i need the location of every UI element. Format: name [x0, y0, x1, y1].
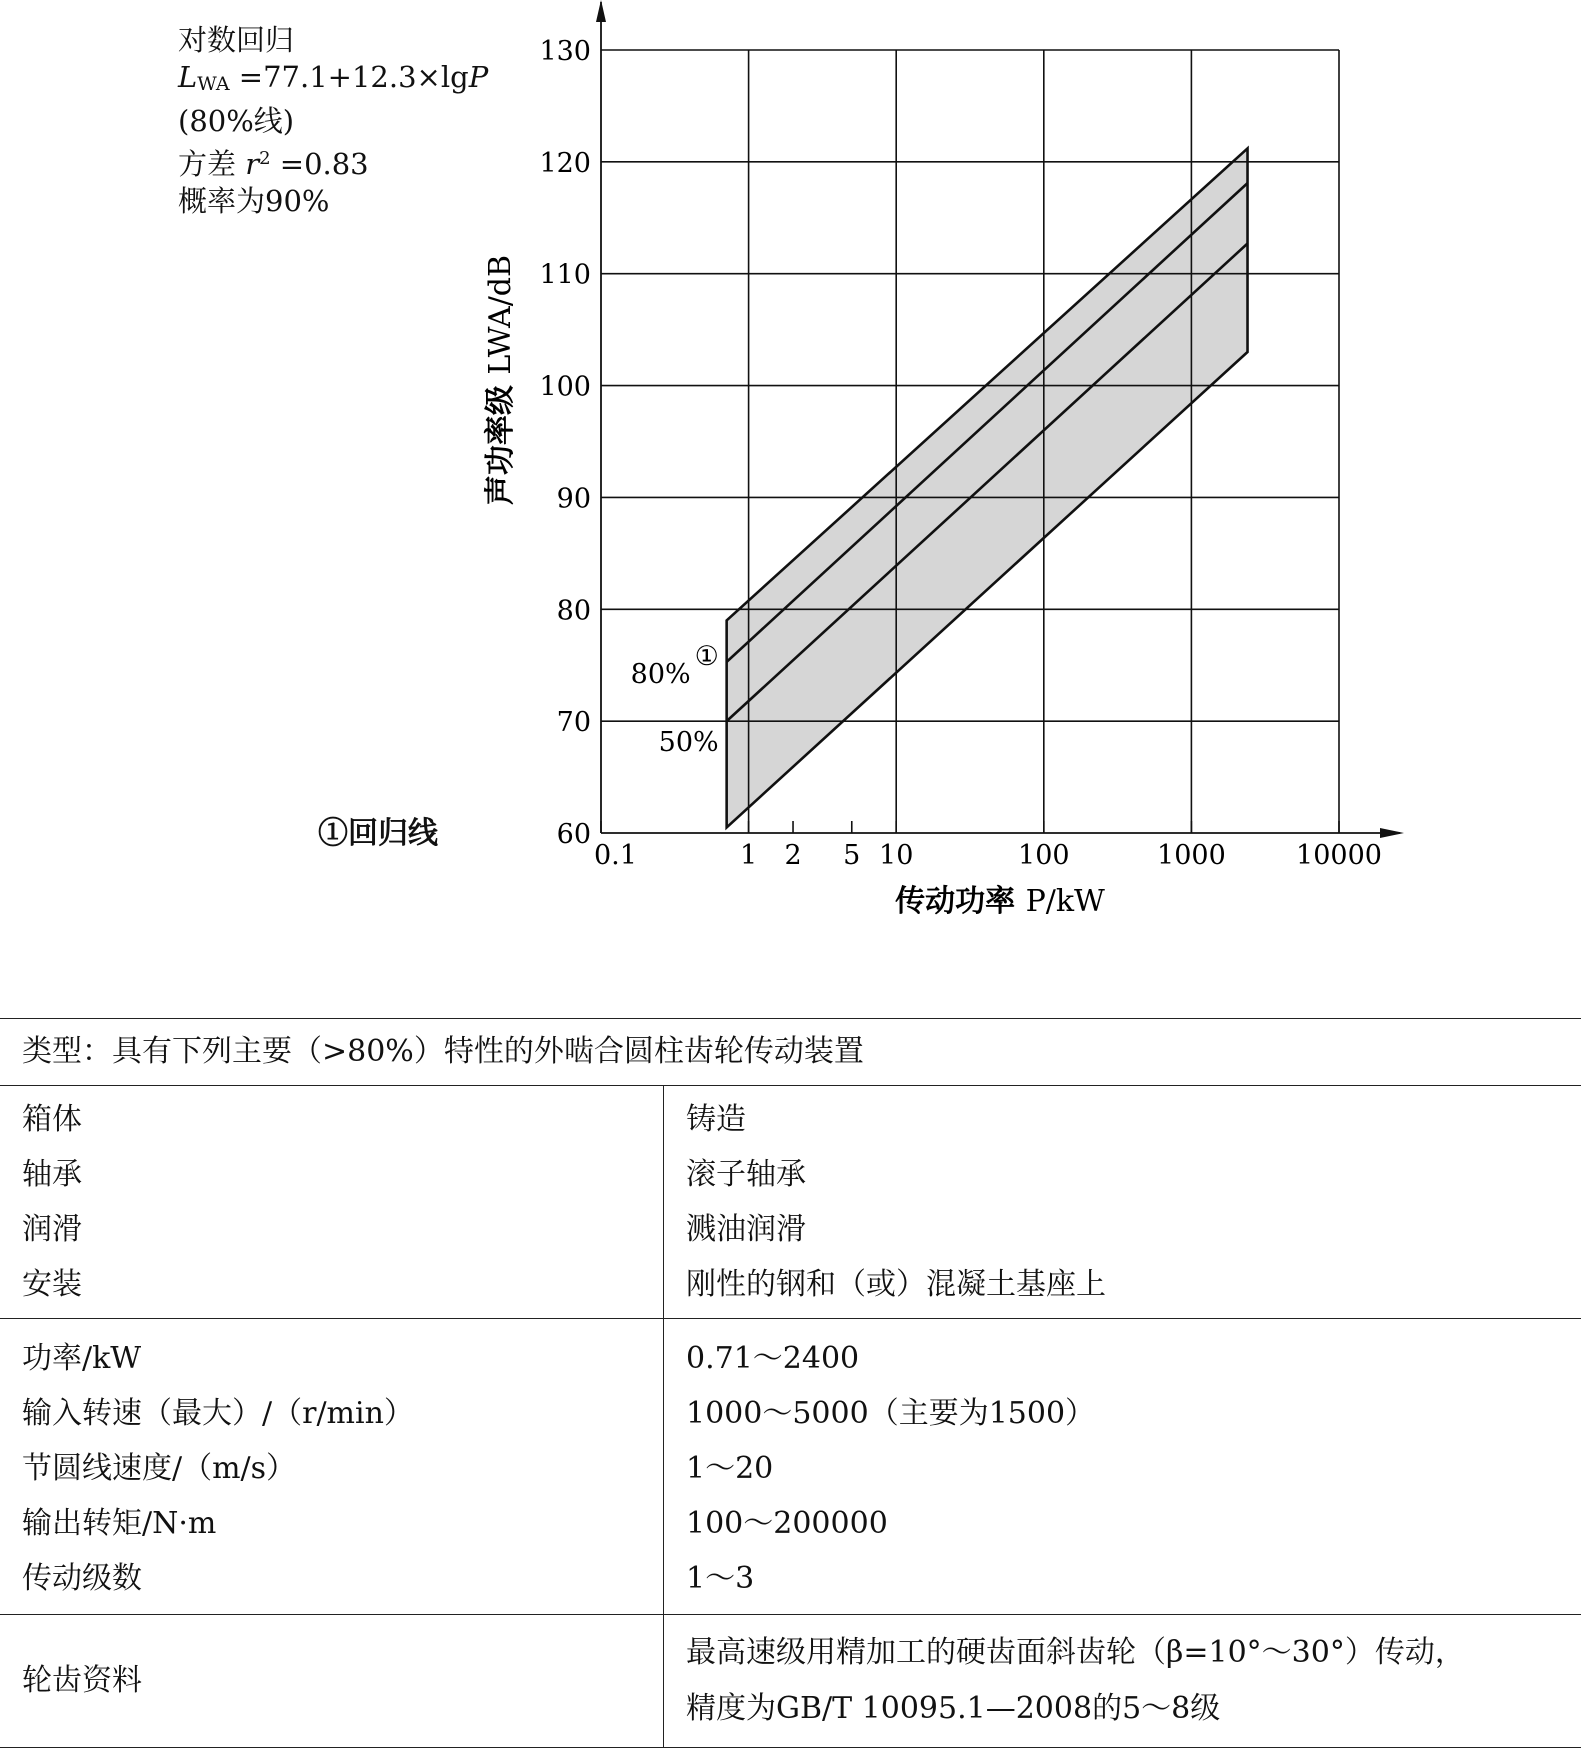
- regression-title: 对数回归: [178, 23, 295, 57]
- value-input-speed: 1000～5000（主要为1500）: [686, 1396, 1096, 1431]
- value-stages: 1～3: [686, 1561, 755, 1596]
- series-line-50: [727, 244, 1248, 722]
- gear-data-line-1: 最高速级用精加工的硬齿面斜齿轮（β=10°～30°）传动，: [686, 1635, 1465, 1670]
- operating-values: [664, 1319, 1581, 1615]
- label-housing: 箱体: [22, 1102, 82, 1137]
- value-gear-data: [686, 1615, 1581, 1745]
- x-tick-label: 1000: [1157, 840, 1226, 871]
- x-axis-arrow: [1380, 828, 1404, 838]
- eq-body: =77.1+12.3×lg: [229, 60, 469, 94]
- label-lubrication: 润滑: [22, 1212, 82, 1247]
- table-section-gear: [0, 1615, 1581, 1748]
- series-label-50: 50%: [658, 727, 719, 759]
- table-header-text: 类型：具有下列主要（>80%）特性的外啮合圆柱齿轮传动装置: [22, 1034, 864, 1069]
- gear-value-cell: [664, 1615, 1581, 1748]
- variance-symbol: r: [245, 147, 260, 181]
- x-axis-title-unit: P/kW: [1025, 884, 1105, 919]
- y-tick-label: 90: [556, 483, 591, 515]
- x-tick-label: 2: [784, 840, 802, 871]
- table-section-operating: [0, 1319, 1581, 1615]
- spec-table: [0, 1018, 1581, 1748]
- x-axis-title: [895, 884, 1105, 919]
- eq-variable: P: [468, 60, 489, 94]
- x-tick-label: 10: [879, 840, 914, 871]
- label-power: 功率/kW: [22, 1341, 142, 1376]
- x-tick-label: 1: [740, 840, 758, 871]
- variance-prefix: 方差: [178, 147, 246, 181]
- x-tick-label: 5: [843, 840, 861, 871]
- y-axis-arrow: [596, 0, 606, 22]
- table-section-design: [0, 1086, 1581, 1319]
- y-tick-label: 100: [539, 371, 591, 403]
- regression-note: [178, 22, 488, 220]
- label-output-torque: 输出转矩/N·m: [22, 1506, 217, 1541]
- series-label-80: 80%: [630, 658, 691, 690]
- regression-line-note: (80%线): [178, 104, 295, 138]
- label-bearing: 轴承: [22, 1157, 82, 1192]
- x-tick-label: 0.1: [594, 840, 637, 871]
- probability-note: 概率为90%: [178, 184, 330, 218]
- y-tick-label: 110: [539, 259, 591, 291]
- regression-equation: [178, 59, 488, 103]
- x-tick-label: 100: [1018, 840, 1070, 871]
- label-input-speed: 输入转速（最大）/（r/min）: [22, 1396, 414, 1431]
- label-mounting: 安装: [22, 1267, 82, 1302]
- value-lubrication: 溅油润滑: [686, 1212, 806, 1247]
- label-pitch-velocity: 节圆线速度/（m/s）: [22, 1451, 297, 1486]
- gear-data-line-2: 精度为GB/T 10095.1—2008的5～8级: [686, 1691, 1221, 1726]
- y-tick-label: 70: [556, 707, 591, 739]
- value-mounting: 刚性的钢和（或）混凝土基座上: [686, 1267, 1106, 1302]
- value-power: 0.71～2400: [686, 1341, 860, 1376]
- table-header-row: [0, 1019, 1581, 1086]
- value-output-torque: 100～200000: [686, 1506, 888, 1541]
- design-labels: [0, 1086, 664, 1319]
- gear-label-cell: [0, 1615, 664, 1748]
- y-axis-title: [483, 255, 518, 505]
- value-housing: 铸造: [686, 1102, 746, 1137]
- series-label-80-marker: ①: [694, 640, 719, 672]
- y-tick-label: 60: [556, 819, 591, 850]
- operating-labels: [0, 1319, 664, 1615]
- x-axis-title-text: 传动功率: [895, 884, 1026, 919]
- variance-value: =0.83: [270, 147, 369, 181]
- y-tick-label: 130: [539, 36, 591, 67]
- label-gear-data: 轮齿资料: [22, 1663, 142, 1698]
- variance-note: [178, 140, 488, 183]
- x-tick-label: 10000: [1296, 840, 1382, 871]
- value-bearing: 滚子轴承: [686, 1157, 806, 1192]
- variance-exponent: 2: [259, 148, 271, 169]
- y-tick-label: 80: [556, 595, 591, 627]
- value-pitch-velocity: 1～20: [686, 1451, 774, 1486]
- design-values: [664, 1086, 1581, 1319]
- y-axis-title-text: 声功率级: [483, 374, 518, 506]
- eq-symbol: L: [178, 60, 198, 94]
- footnote-regression-line: ①回归线: [318, 816, 438, 851]
- y-tick-label: 120: [539, 147, 591, 179]
- eq-subscript: WA: [197, 73, 230, 95]
- label-stages: 传动级数: [22, 1561, 142, 1596]
- band-fill: [727, 148, 1248, 827]
- table-header-cell: [0, 1019, 1581, 1086]
- y-axis-title-unit: LWA/dB: [483, 254, 518, 375]
